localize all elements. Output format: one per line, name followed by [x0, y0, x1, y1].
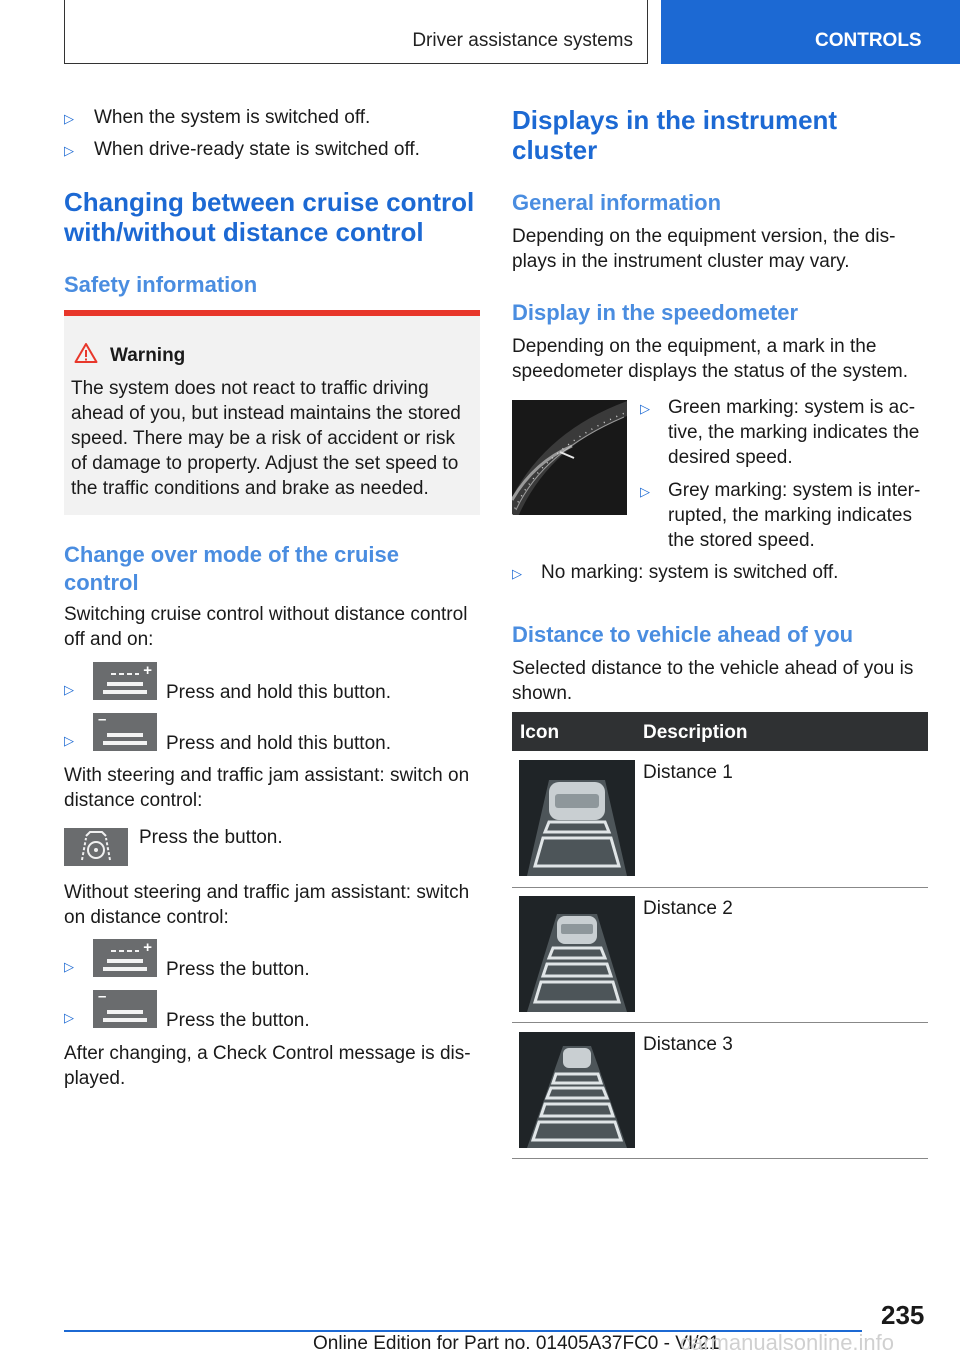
warning-line: of damage to property. Adjust the set speed to — [71, 453, 459, 474]
cruise-distance-minus-button-image: – — [93, 713, 157, 751]
paragraph: After changing, a Check Control message is dis- — [64, 1043, 471, 1064]
warning-title: Warning — [110, 345, 186, 366]
header-section-title: Driver assistance systems — [412, 30, 633, 51]
distance-description: Distance 1 — [643, 762, 733, 783]
paragraph: plays in the instrument cluster may vary. — [512, 251, 850, 272]
instruction-text: Press the button. — [166, 1010, 310, 1031]
list-item: ▷ No marking: system is switched off. — [512, 560, 838, 585]
list-item: ▷ Grey marking: system is inter- — [640, 478, 920, 503]
header-section-box — [64, 0, 648, 64]
warning-line: ahead of you, but instead maintains the stored — [71, 403, 461, 424]
list-item-text: rupted, the marking indicates — [668, 505, 912, 526]
steering-assistant-button-image — [64, 828, 128, 866]
list-item: ▷ When drive-ready state is switched off. — [64, 137, 420, 162]
general-heading: General information — [512, 190, 722, 215]
paragraph: off and on: — [64, 629, 154, 650]
paragraph: With steering and traffic jam assistant: switch on — [64, 765, 470, 786]
warning-line: The system does not react to traffic driving — [71, 378, 429, 399]
instruction-text: Press and hold this button. — [166, 682, 391, 703]
distance-description: Distance 2 — [643, 898, 733, 919]
bullet-triangle-icon: ▷ — [64, 1010, 74, 1025]
list-item-text: desired speed. — [668, 447, 793, 468]
paragraph: played. — [64, 1068, 126, 1089]
distance-1-image — [519, 760, 635, 876]
cruise-distance-plus-button-image: + — [93, 662, 157, 700]
paragraph: distance control: — [64, 790, 203, 811]
distance-2-image — [519, 896, 635, 1012]
table-row-divider — [512, 1022, 928, 1023]
speedometer-image — [512, 400, 627, 515]
bullet-triangle-icon: ▷ — [64, 959, 74, 974]
distance-3-image — [519, 1032, 635, 1148]
distance-description: Distance 3 — [643, 1034, 733, 1055]
page-number: 235 — [881, 1300, 925, 1330]
section-heading-line2: with/without distance control — [64, 217, 424, 247]
bullet-triangle-icon: ▷ — [64, 143, 74, 158]
section-heading-line2: cluster — [512, 135, 598, 165]
table-header — [512, 712, 928, 751]
bullet-triangle-icon: ▷ — [64, 111, 74, 126]
warning-line: the traffic conditions and brake as needed. — [71, 478, 429, 499]
cruise-distance-minus-button-image: – — [93, 990, 157, 1028]
table-header-description: Description — [643, 722, 748, 743]
edition-text: Online Edition for Part no. 01405A37FC0 - VI/21 — [313, 1333, 720, 1354]
bullet-triangle-icon: ▷ — [512, 566, 522, 581]
list-item-text: the stored speed. — [668, 530, 815, 551]
paragraph: Switching cruise control without distance control — [64, 604, 468, 625]
paragraph: speedometer displays the status of the system. — [512, 361, 909, 382]
table-header-icon: Icon — [520, 722, 560, 743]
safety-heading: Safety information — [64, 272, 258, 297]
paragraph: Depending on the equipment version, the dis- — [512, 226, 896, 247]
bullet-triangle-icon: ▷ — [640, 401, 650, 416]
paragraph: on distance control: — [64, 907, 229, 928]
section-heading-line1: Changing between cruise control — [64, 187, 475, 217]
header-chapter-tab — [661, 0, 960, 64]
watermark: carmanualsonline.info — [680, 1330, 895, 1355]
list-item: ▷ When the system is switched off. — [64, 105, 370, 130]
warning-line: speed. There may be a risk of accident or risk — [71, 428, 456, 449]
instruction-text: Press and hold this button. — [166, 733, 391, 754]
warning-box — [64, 310, 480, 515]
instruction-text: Press the button. — [139, 827, 283, 848]
paragraph: Selected distance to the vehicle ahead of you is — [512, 658, 914, 679]
bullet-triangle-icon: ▷ — [64, 682, 74, 697]
instruction-text: Press the button. — [166, 959, 310, 980]
change-heading-line2: control — [64, 570, 139, 595]
change-heading-line1: Change over mode of the cruise — [64, 542, 399, 567]
header-chapter-title: CONTROLS — [815, 30, 922, 51]
list-item: ▷ Green marking: system is ac- — [640, 395, 915, 420]
bullet-triangle-icon: ▷ — [64, 733, 74, 748]
paragraph: Depending on the equipment, a mark in the — [512, 336, 877, 357]
table-row-divider — [512, 1158, 928, 1159]
list-item-text: tive, the marking indicates the — [668, 422, 920, 443]
table-row-divider — [512, 887, 928, 888]
speedometer-heading: Display in the speedometer — [512, 300, 799, 325]
distance-heading: Distance to vehicle ahead of you — [512, 622, 854, 647]
paragraph: shown. — [512, 683, 573, 704]
bullet-triangle-icon: ▷ — [640, 484, 650, 499]
warning-triangle-icon — [74, 342, 98, 364]
section-heading-line1: Displays in the instrument — [512, 105, 838, 135]
cruise-distance-plus-button-image: + — [93, 939, 157, 977]
paragraph: Without steering and traffic jam assistant: switch — [64, 882, 470, 903]
